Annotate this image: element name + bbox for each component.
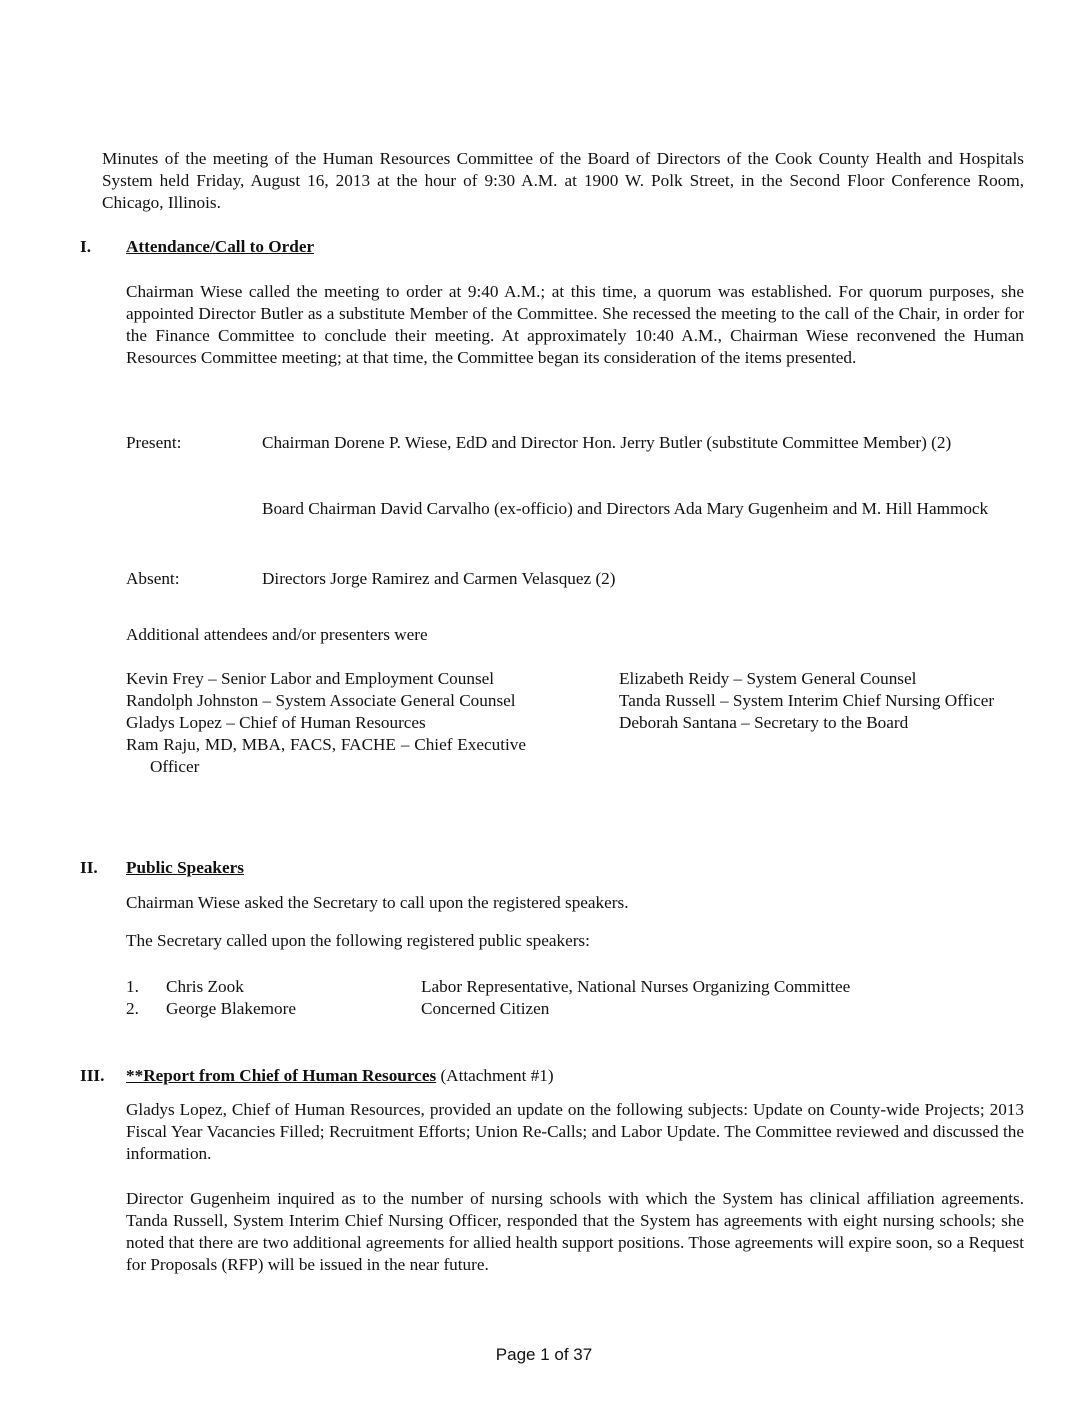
speaker-number: 1. [126,977,139,996]
absent-members: Directors Jorge Ramirez and Carmen Velasquez (2) [262,569,616,588]
absent-label: Absent: [126,569,180,588]
speaker-name: George Blakemore [166,999,296,1018]
speaker-name: Chris Zook [166,977,244,996]
section-1-title: Attendance/Call to Order [126,237,315,256]
attendee-item: Kevin Frey – Senior Labor and Employment Counsel [126,669,495,688]
attendee-item: Tanda Russell – System Interim Chief Nursing Officer [619,691,995,710]
section-3-heading [126,1065,554,1087]
speaker-affiliation: Labor Representative, National Nurses Organizing Committee [421,977,851,996]
section-1-heading [126,236,314,258]
intro-paragraph: Minutes of the meeting of the Human Resources Committee of the Board of Directors of the Cook County Health and Hospitals System held Friday, August 16, 2013 at the hour of 9:30 A.M. at 1900 W. Polk Street, in the Second Floor Conference Room, Chicago, Illinois. [102,149,1024,212]
section-3-paragraph-1: Gladys Lopez, Chief of Human Resources, provided an update on the following subjects: Update on County-wide Projects; 2013 Fiscal Year Vacancies Filled; Recruitment Efforts; Union Re-Calls; and Labor Update. The Committee reviewed and discussed the information. [126,1100,1024,1163]
section-3-paragraph-2: Director Gugenheim inquired as to the number of nursing schools with which the System has clinical affiliation agreements. Tanda Russell, System Interim Chief Nursing Officer, responded that the System has agreements with eight nursing schools; she noted that there are two additional agreements for allied health support positions. Those agreements will expire soon, so a Request for Proposals (RFP) will be issued in the near future. [126,1189,1024,1274]
section-3-attachment-ref: (Attachment #1) [436,1066,554,1085]
page-number-footer: Page 1 of 37 [495,1345,593,1364]
section-2-heading [126,857,244,879]
section-1-paragraph: Chairman Wiese called the meeting to order at 9:40 A.M.; at this time, a quorum was established. For quorum purposes, she appointed Director Butler as a substitute Member of the Committee. She recessed the meeting to the call of the Chair, in order for the Finance Committee to conclude their meeting. At approximately 10:40 A.M., Chairman Wiese reconvened the Human Resources Committee meeting; at that time, the Committee began its consideration of the items presented. [126,282,1024,367]
section-3-title: **Report from Chief of Human Resources [126,1066,437,1085]
speaker-number: 2. [126,999,139,1018]
section-1-number: I. [80,237,91,256]
attendees-right-column [619,668,1017,734]
section-2-title: Public Speakers [126,858,244,877]
present-members: Chairman Dorene P. Wiese, EdD and Director Hon. Jerry Butler (substitute Committee Member) (2) [262,433,952,452]
attendee-item: Ram Raju, MD, MBA, FACS, FACHE – Chief Executive Officer [126,735,526,776]
section-3-number: III. [80,1066,105,1085]
section-2-paragraph-1: Chairman Wiese asked the Secretary to call upon the registered speakers. [126,893,629,912]
attendee-item: Gladys Lopez – Chief of Human Resources [126,713,426,732]
present-others: Board Chairman David Carvalho (ex-officio) and Directors Ada Mary Gugenheim and M. Hill Hammock [262,499,989,518]
speaker-affiliation: Concerned Citizen [421,999,550,1018]
attendees-left-column [126,668,526,778]
present-label: Present: [126,433,182,452]
section-2-paragraph-2: The Secretary called upon the following registered public speakers: [126,931,590,950]
attendee-item: Randolph Johnston – System Associate General Counsel [126,691,516,710]
section-2-number: II. [80,858,98,877]
attendee-item: Elizabeth Reidy – System General Counsel [619,669,917,688]
attendee-item: Deborah Santana – Secretary to the Board [619,713,909,732]
additional-attendees-intro: Additional attendees and/or presenters were [126,625,428,644]
